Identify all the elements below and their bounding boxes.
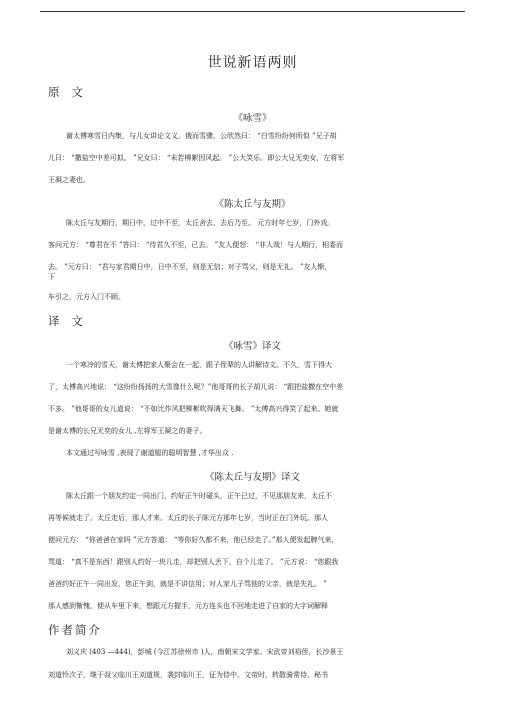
text-line: 客问元方： “尊君在不 ”答曰： “待君久不至，已去。 ”友人便怒： “非人哉！与人期行，相委而 bbox=[48, 241, 344, 249]
text-line: 便问元方： “你爸爸在家吗 ”元方答道： “等你好久都不来，他已经走了。”那人便发起脾气来， bbox=[48, 536, 339, 544]
header-rule bbox=[40, 11, 465, 12]
section-heading-author: 作者简介 bbox=[48, 623, 102, 637]
heading-yongxue-translation: 《咏雪》译文 bbox=[223, 341, 281, 352]
text-line: 骂道： “真不是东西！跟别人约好一块儿走，却把别人丢下，自个儿走了。 ”元方说： “您跟我 bbox=[48, 558, 339, 566]
text-line: 本文通过写咏雪 ,表现了谢道韫的聪明智慧 ,才华出众 . bbox=[66, 449, 234, 457]
text-line: 陈太丘与友期行，期日中，过中不至，太丘舍去，去后乃至。 元方时年七岁，门外戏。 bbox=[66, 219, 335, 227]
text-line: 车引之，元方入门不顾。 bbox=[48, 293, 125, 301]
text-line: 不多。 ”他哥哥的女儿道说： “不如比作风把柳絮吹得满天飞舞。 ”太傅高兴得笑了起来。她就 bbox=[48, 405, 339, 413]
section-heading-original: 原文 bbox=[48, 85, 95, 99]
heading-yongxue: 《咏雪》 bbox=[233, 113, 272, 124]
text-line: 了，太傅高兴地说： “这纷纷扬扬的大雪像什么呢？”他哥哥的长子胡儿说： “跟把盐撒在空中差 bbox=[48, 383, 344, 391]
section-heading-translation: 译文 bbox=[48, 314, 95, 328]
text-line: 刘道怜次子，继于叔父临川王刘道规，袭封临川王，征为侍中。文帝时，转散骑常侍、秘书 bbox=[48, 671, 328, 679]
text-line: 那人感到惭愧，便从车里下来，想跟元方握手，元方连头也不回地走进了自家的大字词解释 bbox=[48, 602, 328, 610]
page-title: 世说新语两则 bbox=[207, 55, 298, 71]
text-line: 刘义庆 (403 —444)，彭城 (今江苏徐州市 )人，南朝宋文学家。宋武帝刘裕侄，长沙景王 bbox=[66, 648, 344, 656]
text-line: 一个寒冷的雪天，谢太傅把家人聚会在一起，跟子侄辈的人讲解诗文。不久，雪下得大 bbox=[66, 361, 332, 369]
text-line: 王凝之妻也。 bbox=[48, 176, 90, 184]
text-line: 下 bbox=[48, 273, 55, 281]
text-line: 爸爸约好正午一同出发，您正午到，就是不讲信用；对人家儿子骂他的父亲，就是失礼。 ” bbox=[48, 580, 327, 588]
text-line: 谢太傅寒雪日内集，与儿女讲论文义。俄而雪骤，公欣然曰： “白雪纷纷何所似 ”兄子胡 bbox=[66, 132, 337, 140]
heading-chentaiqiu: 《陈太丘与友期》 bbox=[214, 199, 291, 210]
text-line: 儿曰： “撒盐空中差可拟。 ”兄女曰： “未若柳絮因风起。 ”公大笑乐。即公大兄无奕女，左将军 bbox=[48, 154, 345, 162]
heading-chentaiqiu-translation: 《陈太丘与友期》译文 bbox=[204, 472, 300, 483]
text-line: 是谢太傅的长兄无奕的女儿 ,左将军王凝之的妻子。 bbox=[48, 427, 207, 435]
text-line: 去。 ”元方曰： “君与家君期日中，日中不至，则是无信；对子骂父，则是无礼。 ”友人惭， bbox=[48, 263, 332, 271]
text-line: 再等候就走了。太丘走后，那人才来。太丘的长子陈元方那年七岁，当时正在门外玩。那人 bbox=[48, 514, 328, 522]
text-line: 陈太丘跟一个朋友约定一同出门，约好正午时碰头，正午已过，不见那朋友来，太丘不 bbox=[66, 492, 332, 500]
